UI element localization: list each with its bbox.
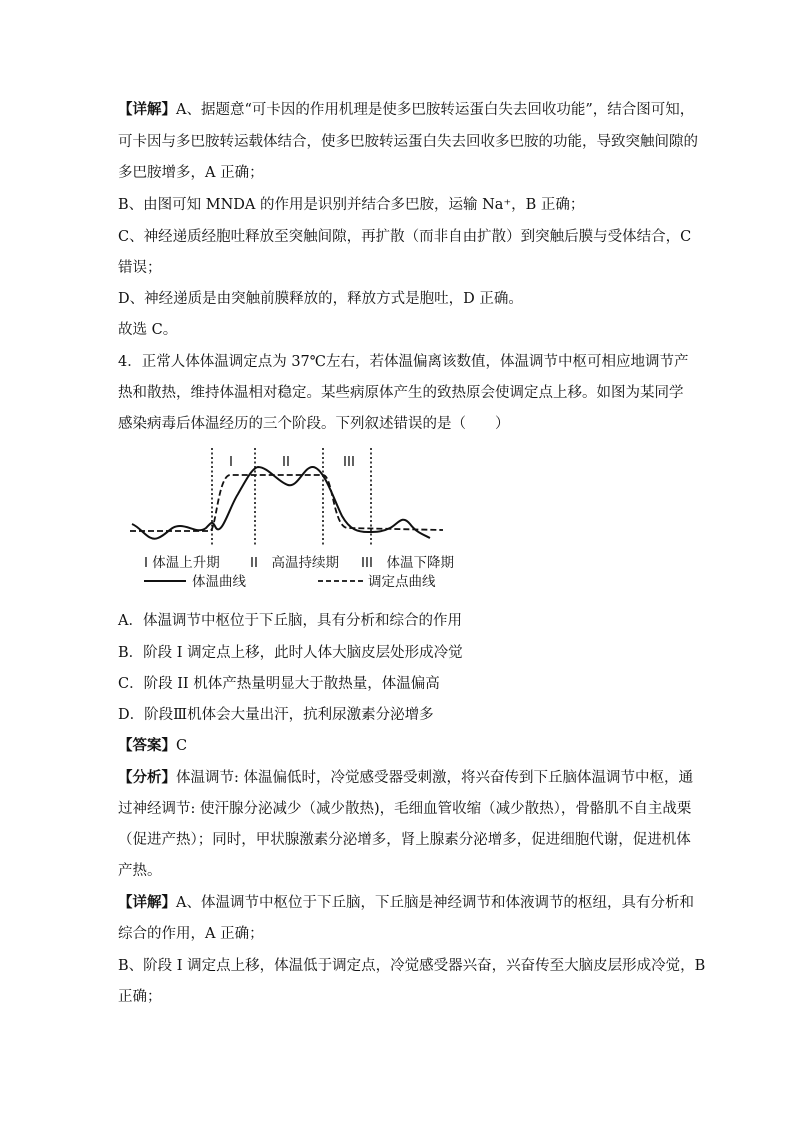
option-d: D．阶段Ⅲ机体会大量出汗，抗利尿激素分泌增多: [118, 707, 434, 723]
body-temperature-curve: [132, 467, 430, 539]
stage-label-2: II: [282, 454, 290, 470]
q4-detail-line-3: B、阶段 I 调定点上移，体温低于调定点，冷觉感受器兴奋，兴奋传至大脑皮层形成冷觉，B: [118, 958, 706, 974]
q4-detail-line-4: 正确；: [118, 989, 162, 1005]
analysis-line-1: [118, 768, 693, 788]
detail-tag: 【详解】: [118, 101, 176, 118]
q4-detail-tag: 【详解】: [118, 894, 176, 911]
answer-tag: 【答案】: [118, 737, 176, 754]
detail-option-d: D、神经递质是由突触前膜释放的，释放方式是胞吐，D 正确。: [118, 291, 523, 307]
bottom-label-stage-2: II 高温持续期: [250, 555, 339, 571]
detail-paragraph-line-2: 可卡因与多巴胺转运载体结合，使多巴胺转运蛋白失去回收多巴胺的功能，导致突触间隙的: [118, 134, 698, 150]
detail-text: A、据题意“可卡因的作用机理是使多巴胺转运蛋白失去回收功能”，结合图可知，: [176, 102, 695, 118]
detail-option-c: C、神经递质经胞吐释放至突触间隙，再扩散（而非自由扩散）到突触后膜与受体结合，C: [118, 229, 692, 245]
analysis-line-3: （促进产热）；同时，甲状腺激素分泌增多，肾上腺素分泌增多，促进细胞代谢，促进机体: [118, 832, 691, 848]
q4-detail-line-1: [118, 893, 694, 913]
q4-detail-line-2: 综合的作用，A 正确；: [118, 926, 264, 942]
analysis-text: 体温调节: 体温偏低时，冷觉感受器受刺激，将兴奋传到下丘脑体温调节中枢，通: [176, 770, 693, 786]
option-a: A．体温调节中枢位于下丘脑，具有分析和综合的作用: [118, 613, 462, 629]
q4-detail-text: A、体温调节中枢位于下丘脑，下丘脑是神经调节和体液调节的枢纽，具有分析和: [176, 895, 694, 911]
analysis-line-4: 产热。: [118, 863, 162, 879]
legend-dashed-label: 调定点曲线: [368, 574, 436, 590]
detail-option-b: B、由图可知 MNDA 的作用是识别并结合多巴胺，运输 Na⁺，B 正确；: [118, 197, 585, 213]
question-stem-line-1: 4．正常人体体温调定点为 37℃左右，若体温偏离该数值，体温调节中枢可相应地调节产: [118, 354, 689, 370]
stage-label-3: III: [343, 454, 355, 470]
bottom-label-stage-1: I 体温上升期: [144, 555, 220, 571]
detail-option-c-cont: 错误；: [118, 260, 162, 276]
bottom-label-stage-3: III 体温下降期: [361, 555, 454, 571]
answer-line: [118, 736, 187, 756]
legend-solid-label: 体温曲线: [192, 574, 246, 590]
conclusion: 故选 C。: [118, 322, 178, 338]
analysis-tag: 【分析】: [118, 769, 176, 786]
temperature-stage-figure: [118, 446, 458, 596]
detail-paragraph-line-3: 多巴胺增多，A 正确；: [118, 165, 264, 181]
answer-value: C: [176, 738, 188, 754]
question-stem-line-2: 热和散热，维持体温相对稳定。某些病原体产生的致热原会使调定点上移。如图为某同学: [118, 385, 684, 401]
detail-paragraph-line-1: [118, 100, 694, 120]
question-stem-line-3: 感染病毒后体温经历的三个阶段。下列叙述错误的是（ ）: [118, 416, 510, 432]
option-b: B．阶段 I 调定点上移，此时人体大脑皮层处形成冷觉: [118, 645, 463, 661]
stage-label-1: I: [229, 454, 233, 470]
option-c: C．阶段 II 机体产热量明显大于散热量，体温偏高: [118, 676, 440, 692]
analysis-line-2: 过神经调节: 使汗腺分泌减少（减少散热)，毛细血管收缩（减少散热），骨骼肌不自主战栗: [118, 801, 692, 817]
